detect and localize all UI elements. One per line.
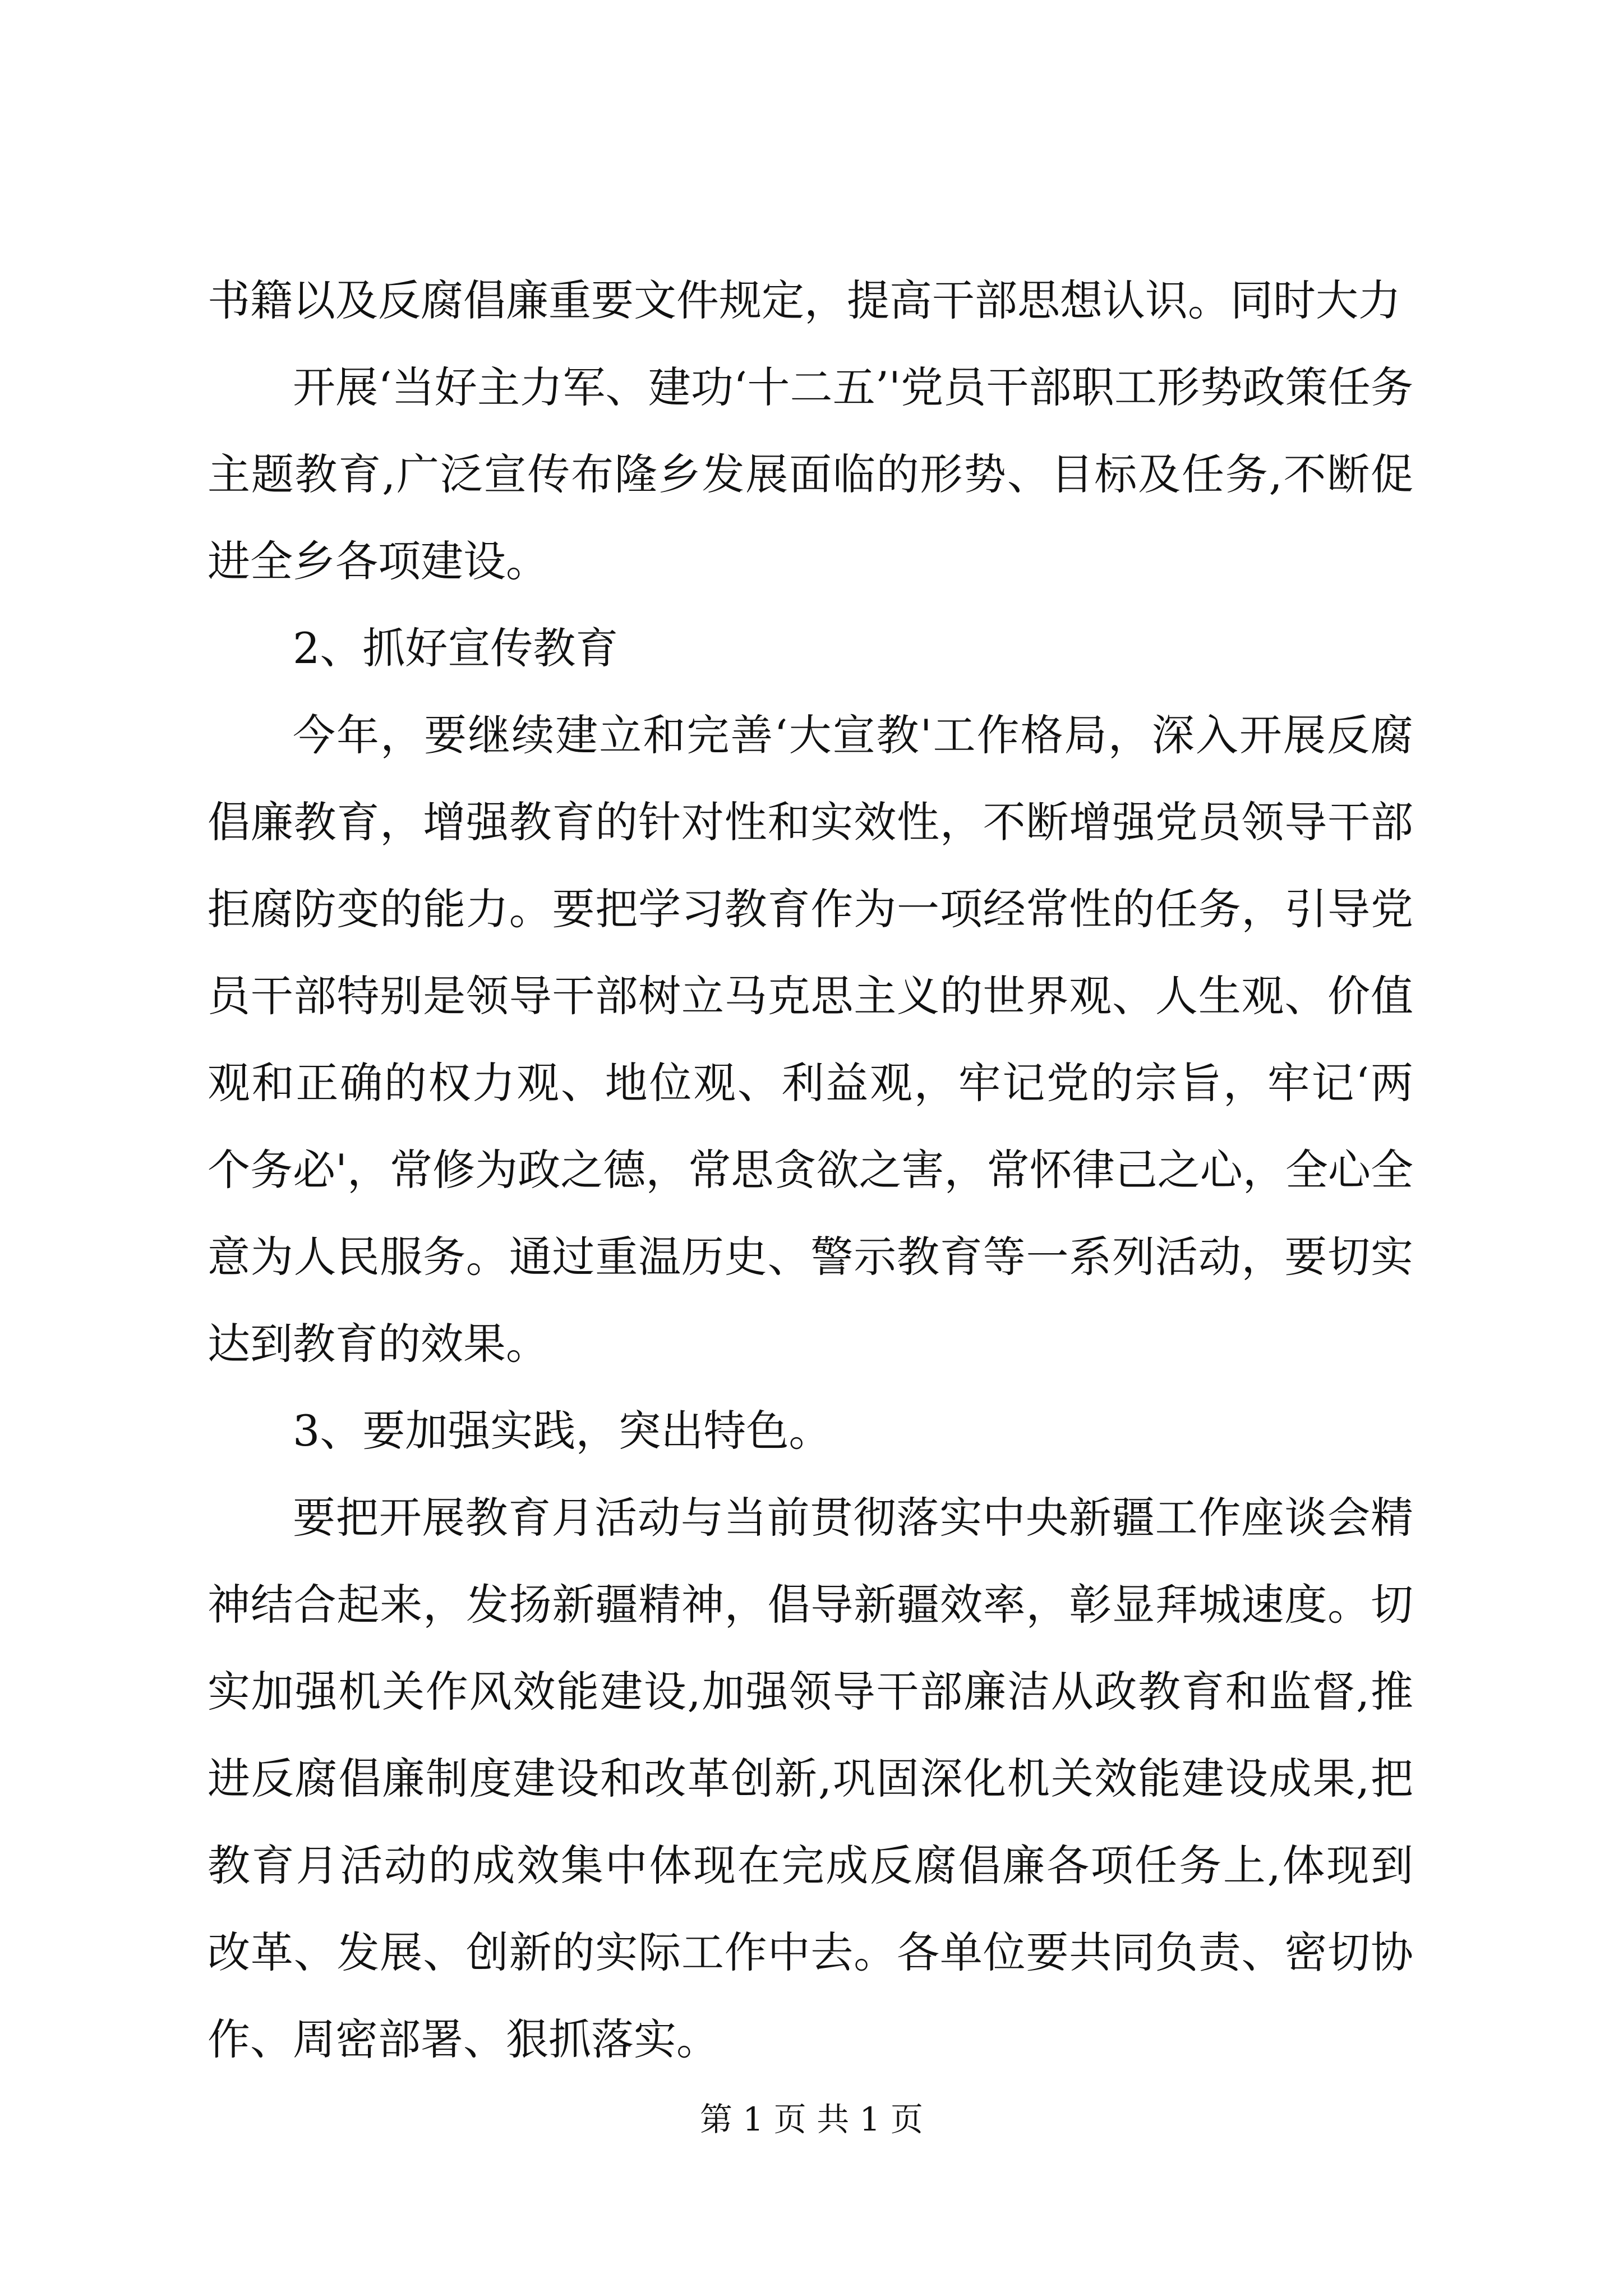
- paragraph-practice-features: 要把开展教育月活动与当前贯彻落实中央新疆工作座谈会精神结合起来，发扬新疆精神，倡导新疆效率，彰显拜城速度。切实加强机关作风效能建设,加强领导干部廉洁从政教育和监督,推进反腐倡廉制度建设和改革创新,巩固深化机关效能建设成果,把教育月活动的成效集中体现在完成反腐倡廉各项任务上,体现到改革、发展、创新的实际工作中去。各单位要共同负责、密切协作、周密部署、狠抓落实。: [208, 1493, 1413, 2064]
- section-heading-2: 2、抓好宣传教育: [293, 623, 619, 673]
- paragraph-theme-education: 开展‘当好主力军、建功‘十二五’'党员干部职工形势政策任务主题教育,广泛宣传布隆乡发展面临的形势、目标及任务,不断促进全乡各项建设。: [208, 362, 1413, 586]
- document-body: [208, 257, 1413, 2083]
- paragraph-continuation: 书籍以及反腐倡廉重要文件规定，提高干部思想认识。同时大力: [208, 275, 1401, 325]
- section-heading-3: 3、要加强实践，突出特色。: [293, 1406, 832, 1456]
- paragraph-publicity-education: 今年，要继续建立和完善‘大宣教'工作格局，深入开展反腐倡廉教育，增强教育的针对性和实效性，不断增强党员领导干部拒腐防变的能力。要把学习教育作为一项经常性的任务，引导党员干部特别是领导干部树立马克思主义的世界观、人生观、价值观和正确的权力观、地位观、利益观，牢记党的宗旨，牢记‘两个务必'，常修为政之德，常思贪欲之害，常怀律己之心，全心全意为人民服务。通过重温历史、警示教育等一系列活动，要切实达到教育的效果。: [208, 710, 1413, 1369]
- page-footer: 第 1 页 共 1 页: [700, 2100, 923, 2138]
